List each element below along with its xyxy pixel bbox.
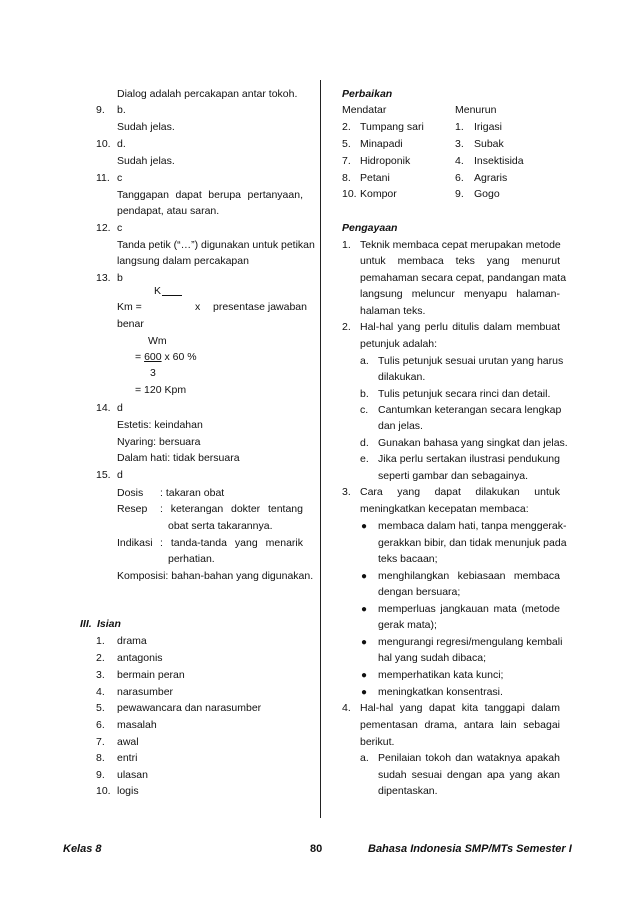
mendatar-number: 5. (342, 138, 351, 150)
point-text: Teknik membaca cepat merupakan metode (360, 239, 561, 251)
term-definition: obat serta takarannya. (168, 520, 273, 532)
point-text: berikut. (360, 736, 395, 748)
item-answer: d (117, 469, 123, 481)
point-text: pementasan drama, antara lain sebagai (360, 719, 560, 731)
mendatar-number: 7. (342, 155, 351, 167)
pengayaan-title: Pengayaan (342, 222, 398, 234)
sub-letter: a. (360, 355, 369, 367)
item-number: 10. (96, 138, 111, 150)
sub-text: Tulis petunjuk secara rinci dan detail. (378, 388, 551, 400)
formula-denominator: Wm (148, 335, 167, 347)
isian-number: 2. (96, 652, 105, 664)
menurun-answer: Irigasi (474, 121, 503, 133)
bullet-text: gerak mata); (378, 619, 437, 631)
perbaikan-title: Perbaikan (342, 88, 393, 100)
menurun-heading: Menurun (455, 104, 497, 116)
menurun-number: 6. (455, 172, 464, 184)
item-explanation: Sudah jelas. (117, 121, 175, 133)
item-explanation: Nyaring: bersuara (117, 436, 201, 448)
formula-numerator: K (154, 285, 162, 297)
bullet-dot: ● (361, 571, 368, 582)
sub-text: sudah sesuai dengan apa yang akan (378, 769, 560, 781)
section-title: Isian (97, 618, 121, 630)
footer-class: Kelas 8 (63, 843, 102, 855)
bullet-dot: ● (361, 604, 368, 615)
mendatar-number: 2. (342, 121, 351, 133)
item-explanation: langsung dalam percakapan (117, 255, 249, 267)
item-explanation: Dalam hati: tidak bersuara (117, 452, 240, 464)
menurun-answer: Subak (474, 138, 504, 150)
mendatar-answer: Minapadi (360, 138, 403, 150)
item-number: 9. (96, 104, 105, 116)
item-answer: c (117, 222, 123, 234)
menurun-number: 9. (455, 188, 464, 200)
mendatar-heading: Mendatar (342, 104, 387, 116)
sub-text: Tulis petunjuk sesuai urutan yang harus (378, 355, 564, 367)
sub-text: Jika perlu sertakan ilustrasi pendukung (378, 453, 560, 465)
formula-benar: benar (117, 318, 144, 330)
point-text: langsung meluncur menyapu halaman- (360, 288, 560, 300)
mendatar-answer: Hidroponik (360, 155, 411, 167)
isian-number: 1. (96, 635, 105, 647)
menurun-answer: Agraris (474, 172, 508, 184)
formula-result: = 120 Kpm (135, 384, 187, 396)
isian-answer: antagonis (117, 652, 163, 664)
bullet-text: meningkatkan konsentrasi. (378, 686, 503, 698)
term-label: Resep (117, 503, 148, 515)
point-text: pemahaman secara cepat, pandangan mata (360, 272, 567, 284)
item-answer: b (117, 272, 123, 284)
item-answer: c (117, 172, 123, 184)
point-number: 2. (342, 321, 351, 333)
isian-number: 7. (96, 736, 105, 748)
item-number: 13. (96, 272, 111, 284)
mendatar-number: 8. (342, 172, 351, 184)
sub-text: dan jelas. (378, 420, 423, 432)
item-number: 12. (96, 222, 111, 234)
menurun-number: 3. (455, 138, 464, 150)
point-text: meningkatkan kecepatan membaca: (360, 503, 529, 515)
isian-number: 5. (96, 702, 105, 714)
point-text: Cara yang dapat dilakukan untuk (360, 486, 560, 498)
isian-answer: bermain peran (117, 669, 185, 681)
bullet-dot: ● (361, 521, 368, 532)
sub-text: dipentaskan. (378, 785, 438, 797)
formula-rest: presentase jawaban (213, 301, 307, 313)
item-answer: d. (117, 138, 126, 150)
isian-answer: ulasan (117, 769, 148, 781)
point-text: petunjuk adalah: (360, 338, 438, 350)
item-number: 14. (96, 402, 111, 414)
term-definition: : keterangan dokter tentang (160, 503, 303, 515)
isian-answer: masalah (117, 719, 157, 731)
isian-answer: entri (117, 752, 138, 764)
bullet-text: hal yang sudah dibaca; (378, 652, 486, 664)
term-definition: : takaran obat (160, 487, 225, 499)
bullet-text: memperhatikan kata kunci; (378, 669, 504, 681)
formula-divisor: 3 (150, 367, 156, 379)
isian-number: 4. (96, 686, 105, 698)
menurun-number: 1. (455, 121, 464, 133)
term-label: Indikasi (117, 537, 153, 549)
isian-number: 3. (96, 669, 105, 681)
menurun-answer: Insektisida (474, 155, 524, 167)
bullet-text: teks bacaan; (378, 553, 438, 565)
item-explanation: Sudah jelas. (117, 155, 175, 167)
mendatar-answer: Tumpang sari (360, 121, 424, 133)
column-divider (320, 80, 321, 818)
item-explanation: Tanggapan dapat berupa pertanyaan, (117, 189, 303, 201)
item-answer: b. (117, 104, 126, 116)
formula-times: x (195, 301, 201, 313)
point-text: Hal-hal yang perlu ditulis dalam membuat (360, 321, 560, 333)
isian-answer: awal (117, 736, 139, 748)
sub-text: Penilaian tokoh dan wataknya apakah (378, 752, 560, 764)
sub-letter: b. (360, 388, 369, 400)
sub-text: Gunakan bahasa yang singkat dan jelas. (378, 437, 568, 449)
term-definition: perhatian. (168, 553, 215, 565)
item-explanation: Tanda petik (“…”) digunakan untuk petikan (117, 239, 315, 251)
bullet-dot: ● (361, 670, 368, 681)
sub-letter: a. (360, 752, 369, 764)
mendatar-answer: Kompor (360, 188, 397, 200)
mendatar-number: 10. (342, 188, 357, 200)
sub-letter: c. (360, 404, 369, 416)
isian-number: 10. (96, 785, 111, 797)
sub-text: Cantumkan keterangan secara lengkap (378, 404, 562, 416)
formula-km: Km = (117, 301, 142, 313)
bullet-text: mengurangi regresi/mengulang kembali (378, 636, 563, 648)
isian-answer: logis (117, 785, 139, 797)
menurun-number: 4. (455, 155, 464, 167)
isian-number: 8. (96, 752, 105, 764)
point-number: 4. (342, 702, 351, 714)
term-komposisi: Komposisi: bahan-bahan yang digunakan. (117, 570, 314, 582)
item-number: 11. (96, 172, 110, 184)
term-label: Dosis (117, 487, 144, 499)
page-number: 80 (310, 843, 323, 855)
fraction-line (162, 295, 182, 296)
section-roman: III. (80, 618, 92, 630)
point-text: untuk membaca teks yang menurut (360, 255, 560, 267)
formula-step1: = 600 x 60 % (135, 351, 197, 363)
point-text: Hal-hal yang dapat kita tanggapi dalam (360, 702, 560, 714)
bullet-dot: ● (361, 687, 368, 698)
isian-number: 6. (96, 719, 105, 731)
footer-book-title: Bahasa Indonesia SMP/MTs Semester I (368, 843, 572, 855)
sub-letter: e. (360, 453, 369, 465)
item-explanation: Estetis: keindahan (117, 419, 203, 431)
item-answer: d (117, 402, 123, 414)
point-number: 3. (342, 486, 351, 498)
bullet-text: dengan bersuara; (378, 586, 461, 598)
bullet-dot: ● (361, 637, 368, 648)
item-explanation: pendapat, atau saran. (117, 205, 220, 217)
isian-answer: drama (117, 635, 147, 647)
sub-text: seperti gambar dan sebagainya. (378, 470, 529, 482)
term-definition: : tanda-tanda yang menarik (160, 537, 303, 549)
menurun-answer: Gogo (474, 188, 500, 200)
point-number: 1. (342, 239, 351, 251)
dialog-definition: Dialog adalah percakapan antar tokoh. (117, 88, 298, 100)
isian-answer: pewawancara dan narasumber (117, 702, 262, 714)
bullet-text: menghilangkan kebiasaan membaca (378, 570, 560, 582)
sub-text: dilakukan. (378, 371, 426, 383)
bullet-text: memperluas jangkauan mata (metode (378, 603, 560, 615)
item-number: 15. (96, 469, 111, 481)
isian-answer: narasumber (117, 686, 174, 698)
mendatar-answer: Petani (360, 172, 390, 184)
sub-letter: d. (360, 437, 369, 449)
isian-number: 9. (96, 769, 105, 781)
point-text: halaman teks. (360, 305, 426, 317)
bullet-text: gerakkan bibir, dan tidak menunjuk pada (378, 537, 567, 549)
bullet-text: membaca dalam hati, tanpa menggerak- (378, 520, 567, 532)
